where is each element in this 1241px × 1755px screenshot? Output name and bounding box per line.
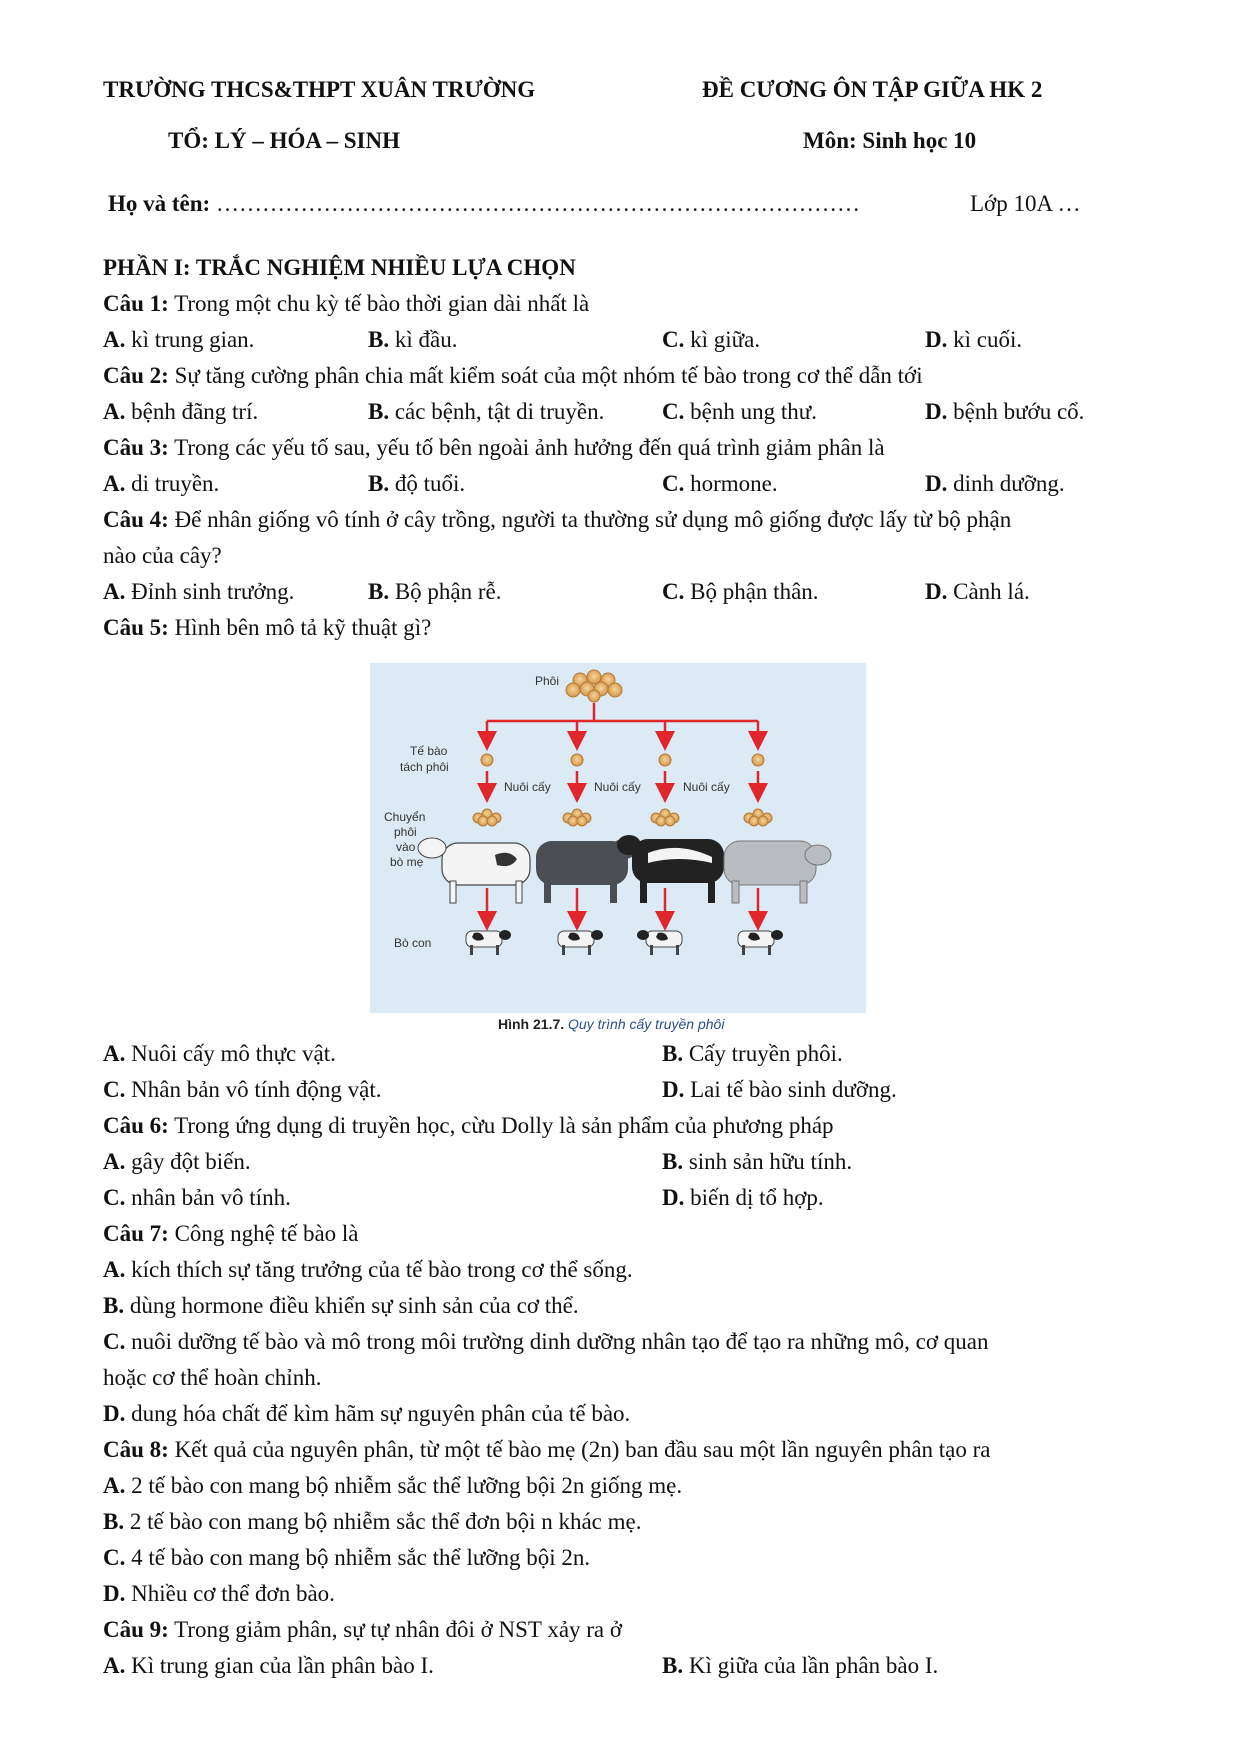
question-9: Câu 9: Trong giảm phân, sự tự nhân đôi ở NST xảy ra ở xyxy=(103,1617,623,1642)
question-2: Câu 2: Sự tăng cường phân chia mất kiểm soát của một nhóm tế bào trong cơ thể dẫn tới xyxy=(103,363,923,388)
q6-option-c[interactable]: C. nhân bản vô tính. xyxy=(103,1185,291,1210)
question-label: Câu 1: xyxy=(103,291,169,316)
embryo-transfer-figure xyxy=(370,663,866,1013)
q4-option-d[interactable]: D. Cành lá. xyxy=(925,579,1030,604)
q7-option-c[interactable]: C. nuôi dưỡng tế bào và mô trong môi trường dinh dưỡng nhân tạo để tạo ra những mô, cơ quan xyxy=(103,1329,989,1354)
q2-option-a[interactable]: A. bệnh đãng trí. xyxy=(103,399,259,424)
q5-option-c[interactable]: C. Nhân bản vô tính động vật. xyxy=(103,1077,382,1102)
q1-option-a[interactable]: A. kì trung gian. xyxy=(103,327,255,352)
transfer-label-4: bò mẹ xyxy=(390,855,424,869)
q1-option-b[interactable]: B. kì đầu. xyxy=(368,327,458,352)
question-4: Câu 4: Để nhân giống vô tính ở cây trồng, người ta thường sử dụng mô giống được lấy từ bộ phận xyxy=(103,507,1012,532)
split-cell-label-1: Tế bào xyxy=(410,744,448,758)
transfer-label-2: phôi xyxy=(394,825,417,839)
question-7: Câu 7: Công nghệ tế bào là xyxy=(103,1221,359,1246)
document-title: ĐỀ CƯƠNG ÔN TẬP GIỮA HK 2 xyxy=(702,77,1043,102)
question-6: Câu 6: Trong ứng dụng di truyền học, cừu Dolly là sản phẩm của phương pháp xyxy=(103,1113,834,1138)
q6-option-d[interactable]: D. biến dị tổ hợp. xyxy=(662,1185,824,1210)
split-cell-label-2: tách phôi xyxy=(400,760,449,774)
single-cell-icons xyxy=(481,754,764,766)
cow-icon-black-white xyxy=(617,835,724,903)
q1-option-d[interactable]: D. kì cuối. xyxy=(925,327,1023,352)
caption-text: Quy trình cấy truyền phôi xyxy=(564,1016,725,1032)
culture-label-2: Nuôi cấy xyxy=(594,780,641,794)
q8-option-c[interactable]: C. 4 tế bào con mang bộ nhiễm sắc thể lưỡng bội 2n. xyxy=(103,1545,591,1570)
q5-option-d[interactable]: D. Lai tế bào sinh dưỡng. xyxy=(662,1077,897,1102)
question-1 xyxy=(103,289,589,319)
student-name-line xyxy=(108,189,860,219)
q4-option-c[interactable]: C. Bộ phận thân. xyxy=(662,579,819,604)
q7-option-d[interactable]: D. dung hóa chất để kìm hãm sự nguyên phân của tế bào. xyxy=(103,1401,631,1426)
cow-icon-white xyxy=(418,838,530,903)
q3-option-b[interactable]: B. độ tuổi. xyxy=(368,471,466,496)
department-name: TỔ: LÝ – HÓA – SINH xyxy=(168,128,400,153)
class-label: Lớp 10A … xyxy=(970,191,1081,216)
cow-icon-grey xyxy=(724,841,831,903)
q6-option-b[interactable]: B. sinh sản hữu tính. xyxy=(662,1149,853,1174)
transfer-label-3: vào xyxy=(396,840,416,854)
figure-caption xyxy=(498,1016,724,1032)
school-name: TRƯỜNG THCS&THPT XUÂN TRƯỜNG xyxy=(103,77,536,102)
q4-option-b[interactable]: B. Bộ phận rễ. xyxy=(368,579,502,604)
transfer-label-1: Chuyển xyxy=(384,810,426,824)
q8-option-d[interactable]: D. Nhiều cơ thể đơn bào. xyxy=(103,1581,335,1606)
cultured-embryo-icons xyxy=(473,809,772,826)
q7-option-b[interactable]: B. dùng hormone điều khiển sự sinh sản của cơ thể. xyxy=(103,1293,579,1318)
section-title: PHẦN I: TRẮC NGHIỆM NHIỀU LỰA CHỌN xyxy=(103,255,576,280)
embryo-icon xyxy=(566,670,622,702)
q2-option-c[interactable]: C. bệnh ung thư. xyxy=(662,399,817,424)
q7-option-a[interactable]: A. kích thích sự tăng trưởng của tế bào trong cơ thể sống. xyxy=(103,1257,633,1282)
name-label: Họ và tên: xyxy=(108,191,211,216)
q9-option-a[interactable]: A. Kì trung gian của lần phân bào I. xyxy=(103,1653,434,1678)
q2-option-b[interactable]: B. các bệnh, tật di truyền. xyxy=(368,399,605,424)
culture-label-1: Nuôi cấy xyxy=(504,780,551,794)
embryo-transfer-diagram xyxy=(370,663,866,1013)
q6-option-a[interactable]: A. gây đột biến. xyxy=(103,1149,251,1174)
q5-option-b[interactable]: B. Cấy truyền phôi. xyxy=(662,1041,843,1066)
culture-label-3: Nuôi cấy xyxy=(683,780,730,794)
question-4-cont: nào của cây? xyxy=(103,543,222,568)
q3-option-a[interactable]: A. di truyền. xyxy=(103,471,220,496)
embryo-label: Phôi xyxy=(535,674,560,688)
q3-option-c[interactable]: C. hormone. xyxy=(662,471,778,496)
q8-option-b[interactable]: B. 2 tế bào con mang bộ nhiễm sắc thể đơn bội n khác mẹ. xyxy=(103,1509,642,1534)
question-text: Trong một chu kỳ tế bào thời gian dài nhất là xyxy=(168,291,590,316)
subject-name: Môn: Sinh học 10 xyxy=(803,128,977,153)
calves-label: Bò con xyxy=(394,936,432,950)
q5-option-a[interactable]: A. Nuôi cấy mô thực vật. xyxy=(103,1041,336,1066)
q1-option-c[interactable]: C. kì giữa. xyxy=(662,327,761,352)
q3-option-d[interactable]: D. dinh dưỡng. xyxy=(925,471,1065,496)
question-3: Câu 3: Trong các yếu tố sau, yếu tố bên ngoài ảnh hưởng đến quá trình giảm phân là xyxy=(103,435,885,460)
q9-option-b[interactable]: B. Kì giữa của lần phân bào I. xyxy=(662,1653,939,1678)
q7-option-c-cont: hoặc cơ thể hoàn chỉnh. xyxy=(103,1365,322,1390)
q8-option-a[interactable]: A. 2 tế bào con mang bộ nhiễm sắc thể lưỡng bội 2n giống mẹ. xyxy=(103,1473,683,1498)
q2-option-d[interactable]: D. bệnh bướu cổ. xyxy=(925,399,1085,424)
calf-icons xyxy=(466,930,783,955)
question-5: Câu 5: Hình bên mô tả kỹ thuật gì? xyxy=(103,615,432,640)
question-8: Câu 8: Kết quả của nguyên phân, từ một tế bào mẹ (2n) ban đầu sau một lần nguyên phân tạo ra xyxy=(103,1437,991,1462)
caption-number: Hình 21.7. xyxy=(498,1016,565,1032)
q4-option-a[interactable]: A. Đỉnh sinh trưởng. xyxy=(103,579,295,604)
name-dots: ………………………………………………………………………… xyxy=(215,191,860,216)
